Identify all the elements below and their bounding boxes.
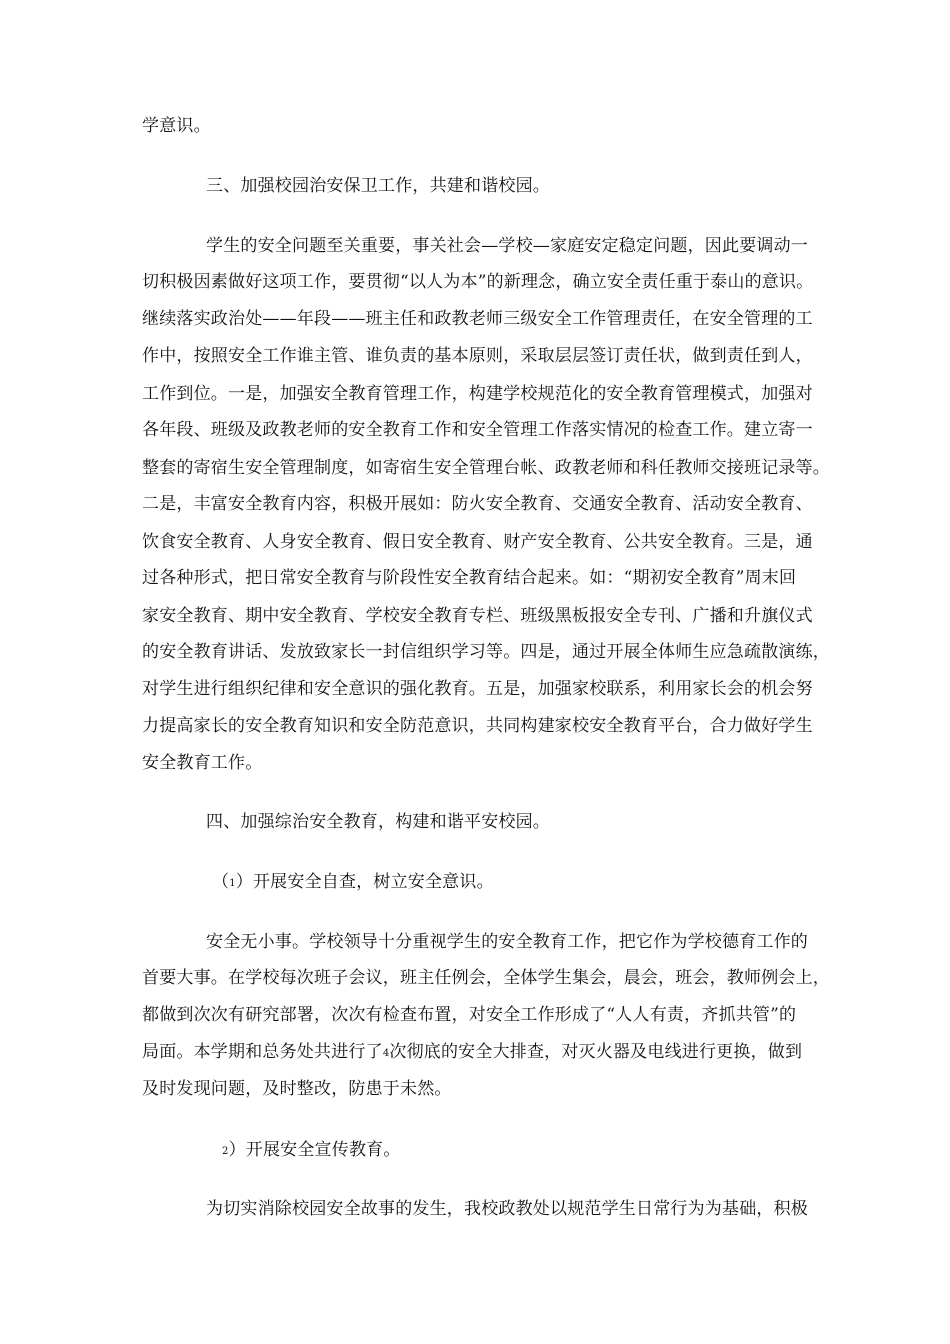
paragraph-line: 家安全教育、期中安全教育、学校安全教育专栏、班级黑板报安全专刊、广播和升旗仪式 (142, 606, 813, 626)
paragraph-line: 安全无小事。学校领导十分重视学生的安全教育工作，把它作为学校德育工作的 (206, 932, 808, 952)
line-text: 次彻底的安全大排查，对灭火器及电线进行更换，做到 (389, 1042, 803, 1062)
subsection-title: ）开展安全宣传教育。 (228, 1140, 401, 1160)
subsection-title: ）开展安全自查，树立安全意识。 (235, 872, 494, 892)
section-3-heading: 三、加强校园治安保卫工作，共建和谐校园。 (206, 176, 550, 196)
subsection-number: 2 (222, 1146, 229, 1157)
paragraph-line: 切积极因素做好这项工作，要贯彻“以人为本”的新理念，确立安全责任重于泰山的意识。 (142, 272, 814, 292)
paren-prefix: （ (212, 872, 230, 892)
paragraph-line: 继续落实政治处——年段——班主任和政教老师三级安全工作管理责任，在安全管理的工 (142, 309, 813, 329)
subsection-2-heading (222, 1138, 912, 1162)
subsection-2-paragraph-line: 为切实消除校园安全故事的发生，我校政教处以规范学生日常行为为基础，积极 (206, 1199, 808, 1219)
paragraph-line: 各年段、班级及政教老师的安全教育工作和安全管理工作落实情况的检查工作。建立寄一 (142, 420, 813, 440)
continuation-text: 学意识。 (142, 116, 211, 136)
paragraph-line: 都做到次次有研究部署，次次有检查布置，对安全工作形成了“人人有责，齐抓共管”的 (142, 1005, 797, 1025)
paragraph-line: 工作到位。一是，加强安全教育管理工作，构建学校规范化的安全教育管理模式，加强对 (142, 384, 813, 404)
inspection-count: 4 (382, 1048, 390, 1059)
subsection-1-heading (212, 870, 902, 894)
paragraph-line: 力提高家长的安全教育知识和安全防范意识，共同构建家校安全教育平台，合力做好学生 (142, 716, 813, 736)
paragraph-line (142, 1040, 832, 1064)
paragraph-line: 整套的寄宿生安全管理制度，如寄宿生安全管理台帐、政教老师和科任教师交接班记录等。 (142, 458, 830, 478)
subsection-number: 1 (229, 878, 236, 889)
paragraph-line: 学生的安全问题至关重要，事关社会—学校—家庭安定稳定问题，因此要调动一 (206, 236, 808, 256)
paragraph-line: 作中，按照安全工作谁主管、谁负责的基本原则，采取层层签订责任状，做到责任到人， (142, 346, 813, 366)
paragraph-line: 过各种形式，把日常安全教育与阶段性安全教育结合起来。如：“期初安全教育”周末回 (142, 568, 797, 588)
paragraph-line: 首要大事。在学校每次班子会议，班主任例会，全体学生集会，晨会，班会，教师例会上， (142, 968, 830, 988)
line-text: 局面。本学期和总务处共进行了 (142, 1042, 383, 1062)
paragraph-line: 的安全教育讲话、发放致家长一封信组织学习等。四是，通过开展全体师生应急疏散演练， (142, 642, 830, 662)
paragraph-line: 二是，丰富安全教育内容，积极开展如：防火安全教育、交通安全教育、活动安全教育、 (142, 494, 813, 514)
paragraph-line: 及时发现问题，及时整改，防患于未然。 (142, 1079, 452, 1099)
paragraph-line: 对学生进行组织纪律和安全意识的强化教育。五是，加强家校联系，利用家长会的机会努 (142, 679, 813, 699)
section-4-heading: 四、加强综治安全教育，构建和谐平安校园。 (206, 812, 550, 832)
paragraph-line: 饮食安全教育、人身安全教育、假日安全教育、财产安全教育、公共安全教育。三是，通 (142, 532, 813, 552)
paragraph-line: 安全教育工作。 (142, 753, 263, 773)
